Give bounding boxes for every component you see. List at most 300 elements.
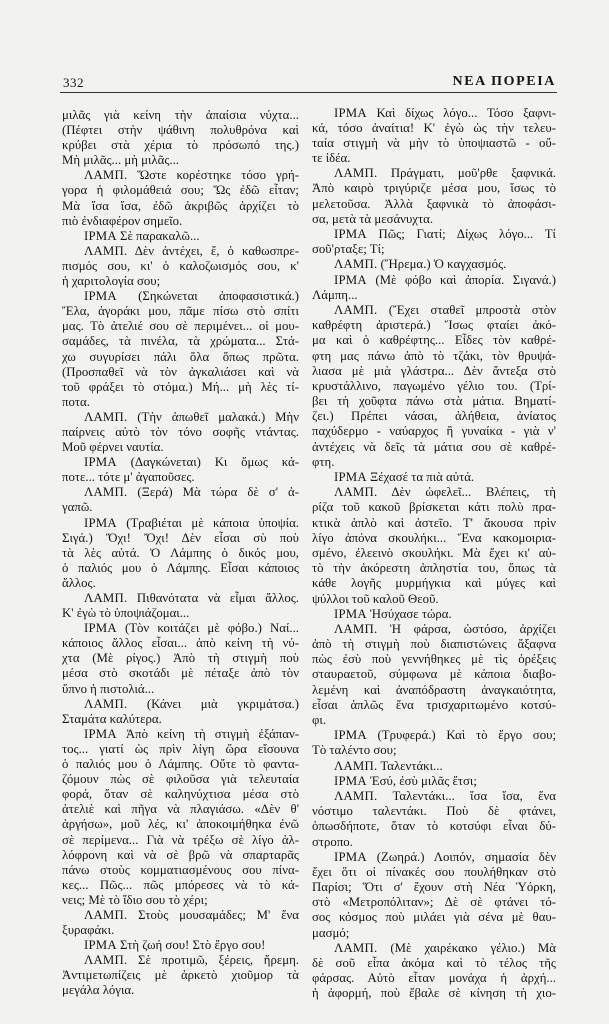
line-content: [62, 848, 299, 863]
text-line: [62, 848, 299, 863]
line-text: κρυστάλλινο, παγωμένο γέλιο του. (Τρί-: [312, 378, 556, 393]
line-content: [62, 214, 182, 229]
text-line: [62, 817, 299, 832]
line-text: τος... γιατί ὡς πρὶν λίγη ὥρα εἴσουνα: [62, 741, 299, 756]
line-content: [312, 637, 556, 652]
text-line: [312, 379, 556, 394]
line-content: [312, 212, 433, 227]
line-content: [334, 728, 556, 743]
line-text: (Τραβιέται μὲ κάποια ὑποψία.: [126, 515, 299, 530]
line-text: μας. Τὸ ἀτελιέ σου σὲ περιμένει... οἱ μου-: [62, 319, 299, 334]
line-content: [312, 880, 556, 895]
line-content: [62, 138, 299, 153]
line-content: [62, 470, 195, 485]
text-line: [62, 214, 299, 229]
line-content: [312, 546, 556, 561]
dialogue-paragraph: [62, 455, 299, 485]
line-text: Στοὺς μουσαμάδες; Μ' ἕνα: [138, 907, 299, 922]
text-line: [312, 835, 556, 850]
line-text: ρίζα τοῦ κακοῦ βρίσκεται κάτι πολὺ πρα-: [312, 500, 556, 515]
text-line: [312, 303, 556, 318]
speaker-name: ΙΡΜΑ: [84, 289, 117, 304]
text-line: [312, 804, 556, 819]
line-content: [312, 683, 556, 698]
text-line: [62, 606, 299, 621]
text-line: [312, 349, 556, 364]
line-text: ἄλλος.: [62, 575, 96, 590]
line-text: (Σηκώνεται ἀποφασιστικά.): [138, 289, 299, 304]
dialogue-paragraph: [62, 244, 299, 289]
speaker-name: ΛΑΜΠ.: [84, 409, 128, 424]
line-content: [312, 652, 556, 667]
dialogue-paragraph: [312, 759, 556, 774]
line-text: (Ἤρεμα.) Ὁ καγχασμός.: [380, 257, 507, 272]
line-text: Μὴ μιλᾶς... μὴ μιλᾶς...: [62, 153, 179, 168]
line-content: [62, 682, 154, 697]
text-line: [62, 772, 299, 787]
line-text: σὲ περίμενα... Γιὰ νὰ τρέξω σὲ λίγο ἀλ-: [62, 832, 299, 847]
line-text: ποτε... τότε μ' ἀγαποῦσες.: [62, 470, 195, 485]
line-text: Πιθανότατα νὰ εἶμαι ἄλλος.: [136, 591, 299, 605]
text-line: [312, 683, 556, 698]
dialogue-paragraph: [312, 774, 556, 789]
text-line: [62, 682, 299, 697]
line-content: [334, 470, 474, 485]
text-line: [62, 380, 299, 395]
speaker-name: ΛΑΜΠ.: [334, 302, 378, 317]
text-line: [312, 455, 556, 470]
speaker-name: ΙΡΜΑ: [334, 470, 367, 484]
text-line: [62, 636, 299, 651]
line-content: [312, 592, 439, 607]
text-line: [62, 787, 299, 802]
line-content: [84, 168, 299, 183]
page-number: 332: [63, 75, 84, 90]
line-content: [62, 561, 299, 576]
text-line: [62, 350, 299, 365]
line-text: γαπῶ.: [62, 500, 93, 515]
speaker-name: ΛΑΜΠ.: [334, 788, 378, 803]
line-text: Ἀπὸ καιρὸ τριγύριζε μέσα μου, ἴσως τὸ: [312, 181, 556, 196]
text-line: [62, 319, 299, 334]
line-text: Μοῦ φέρνει ναυτία.: [62, 440, 164, 455]
line-text: λιασα μὲ μιὰ γλάστρα... Δὲν ἄντεξα στὸ: [312, 363, 556, 378]
line-content: [334, 941, 556, 956]
line-content: [312, 531, 556, 546]
line-content: [62, 757, 299, 772]
line-text: τοῦ φράξει τὸ στόμα.) Μή... μὴ λὲς τί-: [62, 379, 299, 394]
line-content: [62, 802, 299, 817]
line-content: [334, 257, 506, 272]
line-text: Ἀντιμετωπίζεις μὲ ἀρκετὸ χιοῦμορ τὰ: [62, 968, 299, 983]
text-line: [312, 136, 556, 151]
dialogue-paragraph: [312, 485, 556, 607]
line-content: [62, 380, 299, 395]
text-line: [62, 591, 299, 606]
line-text: νόστιμο ταλεντάκι. Ποὺ δὲ φτάνει,: [312, 804, 556, 819]
line-content: [312, 379, 556, 394]
line-text: ἀτελιὲ καὶ πῆγα νὰ πλαγιάσω. «Δὲν θ': [62, 802, 299, 817]
line-text: (Τὴν ἀπωθεῖ μαλακά.) Μὴν: [137, 409, 299, 424]
speaker-name: ΙΡΜΑ: [84, 621, 117, 636]
speaker-name: ΙΡΜΑ: [84, 228, 117, 243]
dialogue-paragraph: [62, 938, 299, 953]
line-content: [62, 153, 179, 168]
line-text: (Πέφτει στὴν ψάθινη πολυθρόνα καὶ: [62, 123, 299, 138]
dialogue-paragraph: [62, 727, 299, 908]
speaker-name: ΛΑΜΠ.: [84, 485, 128, 500]
text-line: [312, 926, 556, 941]
line-content: [62, 712, 162, 727]
header-rule: [60, 92, 557, 93]
text-line: [312, 151, 556, 166]
text-line: [312, 774, 556, 789]
text-line: [312, 728, 556, 743]
speaker-name: ΙΡΜΑ: [84, 455, 117, 470]
line-text: Πράγματι, μοῦ'ρθε ξαφνικά.: [390, 166, 556, 181]
dialogue-paragraph: [312, 607, 556, 622]
line-text: Στὴ ζωή σου! Στὸ ἔργο σου!: [120, 938, 266, 953]
line-text: μασμό;: [312, 925, 350, 940]
text-line: [62, 274, 299, 289]
text-line: [312, 910, 556, 925]
line-content: [312, 804, 556, 819]
speaker-name: ΛΑΜΠ.: [84, 243, 128, 258]
line-text: ζει.) Πρέπει νάσαι, ἀλήθεια, ἀνίατος: [312, 409, 556, 424]
line-content: [312, 151, 350, 166]
line-content: [62, 983, 134, 998]
line-text: λίγο ἀπόνα σκουλήκι... Ἕνα κακομοιρια-: [312, 530, 556, 545]
text-line: [62, 485, 299, 500]
line-text: Ὥστε κορέστηκε τόσο γρή-: [137, 168, 299, 183]
line-content: [312, 121, 556, 136]
line-text: Ταλεντάκι... ἴσα ἴσα, ἕνα: [392, 788, 556, 803]
line-content: [334, 850, 556, 865]
line-content: [312, 197, 556, 212]
text-line: [62, 168, 299, 183]
line-text: φτη μας πάνω ἀπὸ τὸ τζάκι, τὸν θρυψά-: [312, 348, 556, 363]
line-content: [312, 986, 556, 1001]
dialogue-paragraph: [312, 273, 556, 303]
line-text: μιλᾶς γιὰ κείνη τὴν ἀπαίσια νύχτα...: [62, 108, 299, 122]
line-text: Μὰ ἴσα ἴσα, ἐδῶ ἀκριβῶς ἀρχίζει τὸ: [62, 198, 299, 213]
line-text: (Τρυφερά.) Καὶ τὸ ἔργο σου;: [377, 728, 556, 743]
line-text: κτικὰ ἁπλὸ καὶ ἀστεῖο. Τ' ἄκουσα πρὶν: [312, 515, 556, 530]
text-line: [62, 516, 299, 531]
line-content: [62, 531, 299, 546]
line-text: Σὲ παρακαλῶ...: [120, 228, 200, 243]
line-text: ὁπωσδήποτε, ὅταν τὸ κοτσύφι εἶναι δύ-: [312, 819, 556, 834]
text-line: [62, 561, 299, 576]
line-text: (Δαγκώνεται) Κι ὅμως κά-: [130, 455, 299, 470]
dialogue-paragraph: [312, 941, 556, 1002]
speaker-name: ΙΡΜΑ: [334, 849, 367, 864]
text-line: [62, 123, 299, 138]
line-text: γορα ἡ φιλομάθειά σου; Ὥς ἐδῶ εἶταν;: [62, 183, 299, 198]
line-content: [62, 500, 92, 515]
text-line: [312, 181, 556, 196]
dialogue-paragraph: [62, 697, 299, 727]
line-text: ψύλλοι τοῦ καλοῦ Θεοῦ.: [312, 591, 439, 606]
text-line: [62, 546, 299, 561]
line-content: [312, 743, 397, 758]
line-text: Πῶς; Γιατί; Δίχως λόγο... Τί: [378, 227, 556, 241]
text-line: [312, 789, 556, 804]
line-content: [84, 410, 299, 425]
line-text: ἡ ἀφορμή, ποὺ ἔβαλε σὲ κίνηση τὴ χιο-: [312, 986, 556, 1001]
text-line: [312, 197, 556, 212]
text-line: [62, 500, 299, 515]
line-content: [312, 409, 556, 424]
line-text: μέσα στὸ σκοτάδι μὲ πέταξε ἀπὸ τὸν: [62, 666, 299, 681]
line-content: [62, 893, 208, 908]
text-line: [312, 500, 556, 515]
line-content: [62, 742, 299, 757]
line-content: [312, 364, 556, 379]
line-text: μεγάλα λόγια.: [62, 983, 135, 998]
line-text: καθρέφτη ἀριστερά.) Ἴσως φταίει ἀκό-: [312, 318, 556, 333]
line-text: τὸ τὴν ἀκόρεστη ἀπληστία του, ὅπως τὰ: [312, 561, 556, 576]
speaker-name: ΙΡΜΑ: [84, 726, 117, 741]
line-text: Ἡσύχασε τώρα.: [370, 606, 452, 621]
line-content: [62, 968, 299, 983]
line-content: [334, 774, 477, 789]
text-line: [62, 410, 299, 425]
text-line: [62, 576, 299, 591]
line-content: [84, 727, 299, 742]
dialogue-paragraph: [62, 621, 299, 696]
text-line: [312, 242, 556, 257]
line-content: [312, 242, 385, 257]
line-text: νεις; Μὲ τὸ ἴδιο σου τὸ χέρι;: [62, 892, 208, 907]
line-content: [312, 956, 556, 971]
speaker-name: ΛΑΜΠ.: [334, 621, 378, 636]
line-text: (Ξερά) Μὰ τώρα δὲ σ' ἀ-: [137, 485, 299, 500]
text-line: [312, 865, 556, 880]
text-line: [62, 802, 299, 817]
text-line: [312, 273, 556, 288]
text-line: [62, 395, 299, 410]
text-line: [312, 227, 556, 242]
line-content: [334, 303, 556, 318]
line-content: [62, 319, 299, 334]
line-content: [334, 759, 443, 774]
line-content: [334, 106, 556, 121]
line-content: [312, 333, 556, 348]
text-line: [62, 697, 299, 712]
line-content: [62, 199, 299, 214]
text-line: [312, 607, 556, 622]
dialogue-paragraph: [312, 257, 556, 272]
text-line: [62, 244, 299, 259]
speaker-name: ΙΡΜΑ: [334, 227, 367, 241]
dialogue-paragraph: [62, 410, 299, 455]
line-text: Ξέχασέ τα πιὰ αὐτά.: [370, 470, 475, 484]
text-line: [312, 652, 556, 667]
line-text: Δὲν ἀντέχει, ἔ, ὁ καθωσπρε-: [134, 243, 299, 258]
text-line: [312, 561, 556, 576]
text-line: [312, 318, 556, 333]
line-content: [62, 259, 299, 274]
line-content: [62, 546, 299, 561]
text-line: [312, 546, 556, 561]
line-content: [334, 789, 556, 804]
speaker-name: ΛΑΜΠ.: [84, 696, 128, 711]
text-line: [62, 289, 299, 304]
speaker-name: ΛΑΜΠ.: [84, 907, 128, 922]
line-text: Λάμπη...: [312, 287, 358, 302]
text-line: [312, 986, 556, 1001]
line-content: [84, 244, 299, 259]
line-content: [312, 288, 358, 303]
text-line: [312, 819, 556, 834]
text-line: [312, 257, 556, 272]
line-content: [334, 166, 556, 181]
text-column-left: [62, 108, 299, 999]
line-content: [312, 576, 556, 591]
line-text: λόφρονη καὶ νὰ σὲ βρῶ νὰ σπαρταρᾶς: [62, 847, 299, 862]
line-content: [62, 425, 299, 440]
line-content: [312, 318, 556, 333]
line-text: Σιγά.) Ὄχι! Ὄχι! Δὲν εἶσαι σὺ ποὺ: [62, 530, 299, 545]
line-text: χω συγυρίσει πάλι ὅλα ὅπως πρῶτα.: [62, 349, 299, 364]
text-line: [312, 759, 556, 774]
speaker-name: ΛΑΜΠ.: [334, 166, 378, 181]
text-column-right: [312, 106, 556, 1002]
line-content: [334, 607, 452, 622]
dialogue-paragraph: [312, 227, 556, 257]
line-content: [334, 622, 556, 637]
text-line: [62, 153, 299, 168]
line-content: [312, 424, 556, 439]
line-content: [312, 667, 556, 682]
text-line: [62, 968, 299, 983]
magazine-title: ΝΕΑ ΠΟΡΕΙΑ: [452, 74, 556, 89]
speaker-name: ΛΑΜΠ.: [334, 257, 378, 272]
dialogue-paragraph: [62, 591, 299, 621]
text-line: [62, 304, 299, 319]
line-content: [62, 606, 189, 621]
text-line: [62, 923, 299, 938]
text-line: [62, 953, 299, 968]
line-content: [84, 908, 299, 923]
line-text: ἡ χαριτολογία σου;: [62, 274, 161, 289]
line-text: σταυραετοῦ, σύμφωνα μὲ κάποια διαβο-: [312, 667, 556, 682]
text-line: [62, 365, 299, 380]
text-line: [62, 531, 299, 546]
text-line: [312, 364, 556, 379]
line-text: Ταλεντάκι...: [380, 758, 443, 773]
speaker-name: ΛΑΜΠ.: [334, 485, 378, 500]
line-text: ξυραφάκι.: [62, 923, 115, 938]
line-text: Ἐσύ, ἐσὺ μιλᾶς ἔτσι;: [370, 773, 477, 788]
line-content: [312, 910, 556, 925]
line-text: παίρνεις αὐτὸ τὸν τόνο σοφῆς ντάντας.: [62, 424, 299, 439]
text-line: [312, 409, 556, 424]
line-content: [334, 485, 556, 500]
text-line: [62, 470, 299, 485]
text-line: [312, 531, 556, 546]
line-content: [62, 108, 299, 123]
line-text: χτα (Μὲ ρίγος.) Ἀπὸ τὴ στιγμὴ ποὺ: [62, 651, 299, 666]
text-line: [312, 592, 556, 607]
line-text: παχύδερμο - ναύαρχος ἢ γυναίκα - γιὰ ν': [312, 424, 556, 439]
dialogue-paragraph: [312, 850, 556, 941]
line-text: ἀργήσω», μοῦ λές, κι' ἀποκοιμήθηκα ἐνῶ: [62, 817, 299, 832]
speaker-name: ΙΡΜΑ: [334, 728, 367, 743]
line-text: Τὸ ταλέντο σου;: [312, 743, 397, 758]
text-line: [312, 880, 556, 895]
text-line: [312, 212, 556, 227]
text-line: [312, 121, 556, 136]
line-content: [84, 289, 299, 304]
text-line: [312, 698, 556, 713]
line-content: [62, 863, 299, 878]
text-line: [62, 833, 299, 848]
line-text: ἀντέχεις νὰ δεῖς τὰ μάτια σου σὲ καθρέ-: [312, 439, 556, 454]
line-content: [84, 953, 299, 968]
line-text: Ἔλα, ἀγοράκι μου, πᾶμε πίσω στὸ σπίτι: [62, 304, 299, 319]
dialogue-paragraph: [312, 303, 556, 470]
line-content: [312, 865, 556, 880]
text-line: [62, 878, 299, 893]
line-content: [312, 895, 556, 910]
line-text: κες... Πῶς... πῶς μπόρεσες νὰ τὸ κά-: [62, 877, 299, 892]
line-text: (Κάνει μιὰ γκριμάτσα.): [146, 696, 299, 711]
line-text: πιὸ ἐνδιαφέρον σημεῖο.: [62, 213, 183, 228]
line-text: σα, μετὰ τὰ μεσάνυχτα.: [312, 211, 434, 226]
line-text: ὁ παλιός μου ὁ Λάμπης. Οὔτε τὸ φαντα-: [62, 757, 299, 772]
line-text: ζόμουν πὼς σὲ φιλοῦσα γιὰ τελευταία: [62, 772, 299, 787]
line-content: [62, 666, 299, 681]
line-text: βει τὴ χοῦφτα πάνω στὰ μάτια. Βηματί-: [312, 394, 556, 409]
line-content: [62, 576, 96, 591]
line-text: (Τὸν κοιτάζει μὲ φόβο.) Ναί...: [124, 621, 299, 636]
line-content: [62, 651, 299, 666]
text-line: [312, 743, 556, 758]
line-text: Καὶ δίχως λόγο... Τόσο ξαφνι-: [376, 105, 556, 120]
line-content: [312, 561, 556, 576]
text-line: [312, 850, 556, 865]
line-text: κρύβει στὰ χέρια τὸ πρόσωπό της.): [62, 138, 299, 153]
dialogue-paragraph: [312, 106, 556, 167]
line-text: τε ἰδέα.: [312, 151, 351, 166]
text-line: [62, 666, 299, 681]
line-text: σμένο, ἐλεεινὸ σκουλήκι. Μὰ ἔχει κι' αὐ-: [312, 545, 556, 560]
line-text: μα καὶ ὁ καθρέφτης... Εἶδες τὸν καθρέ-: [312, 333, 556, 348]
line-content: [62, 878, 299, 893]
line-content: [84, 938, 265, 953]
text-line: [62, 334, 299, 349]
text-line: [312, 637, 556, 652]
text-line: [312, 288, 556, 303]
text-line: [62, 199, 299, 214]
text-line: [312, 166, 556, 181]
speaker-name: ΛΑΜΠ.: [334, 758, 378, 773]
line-content: [312, 500, 556, 515]
text-line: [62, 425, 299, 440]
line-text: φι.: [312, 713, 327, 727]
speaker-name: ΛΑΜΠ.: [84, 168, 128, 183]
line-text: εἶσαι ἁπλῶς ἕνα τρισχαριτωμένο κοτσύ-: [312, 697, 556, 712]
line-content: [62, 395, 90, 410]
line-text: τὰ λὲς αὐτά. Ὁ Λάμπης ὁ δικός μου,: [62, 545, 299, 560]
line-content: [334, 273, 556, 288]
text-line: [312, 895, 556, 910]
line-text: πὼς ἐσὺ ποὺ γεννήθηκες μὲ τὶς ὀρέξεις: [312, 652, 556, 667]
line-text: σοῦ'ρταξε; Τί;: [312, 242, 385, 257]
text-line: [62, 138, 299, 153]
